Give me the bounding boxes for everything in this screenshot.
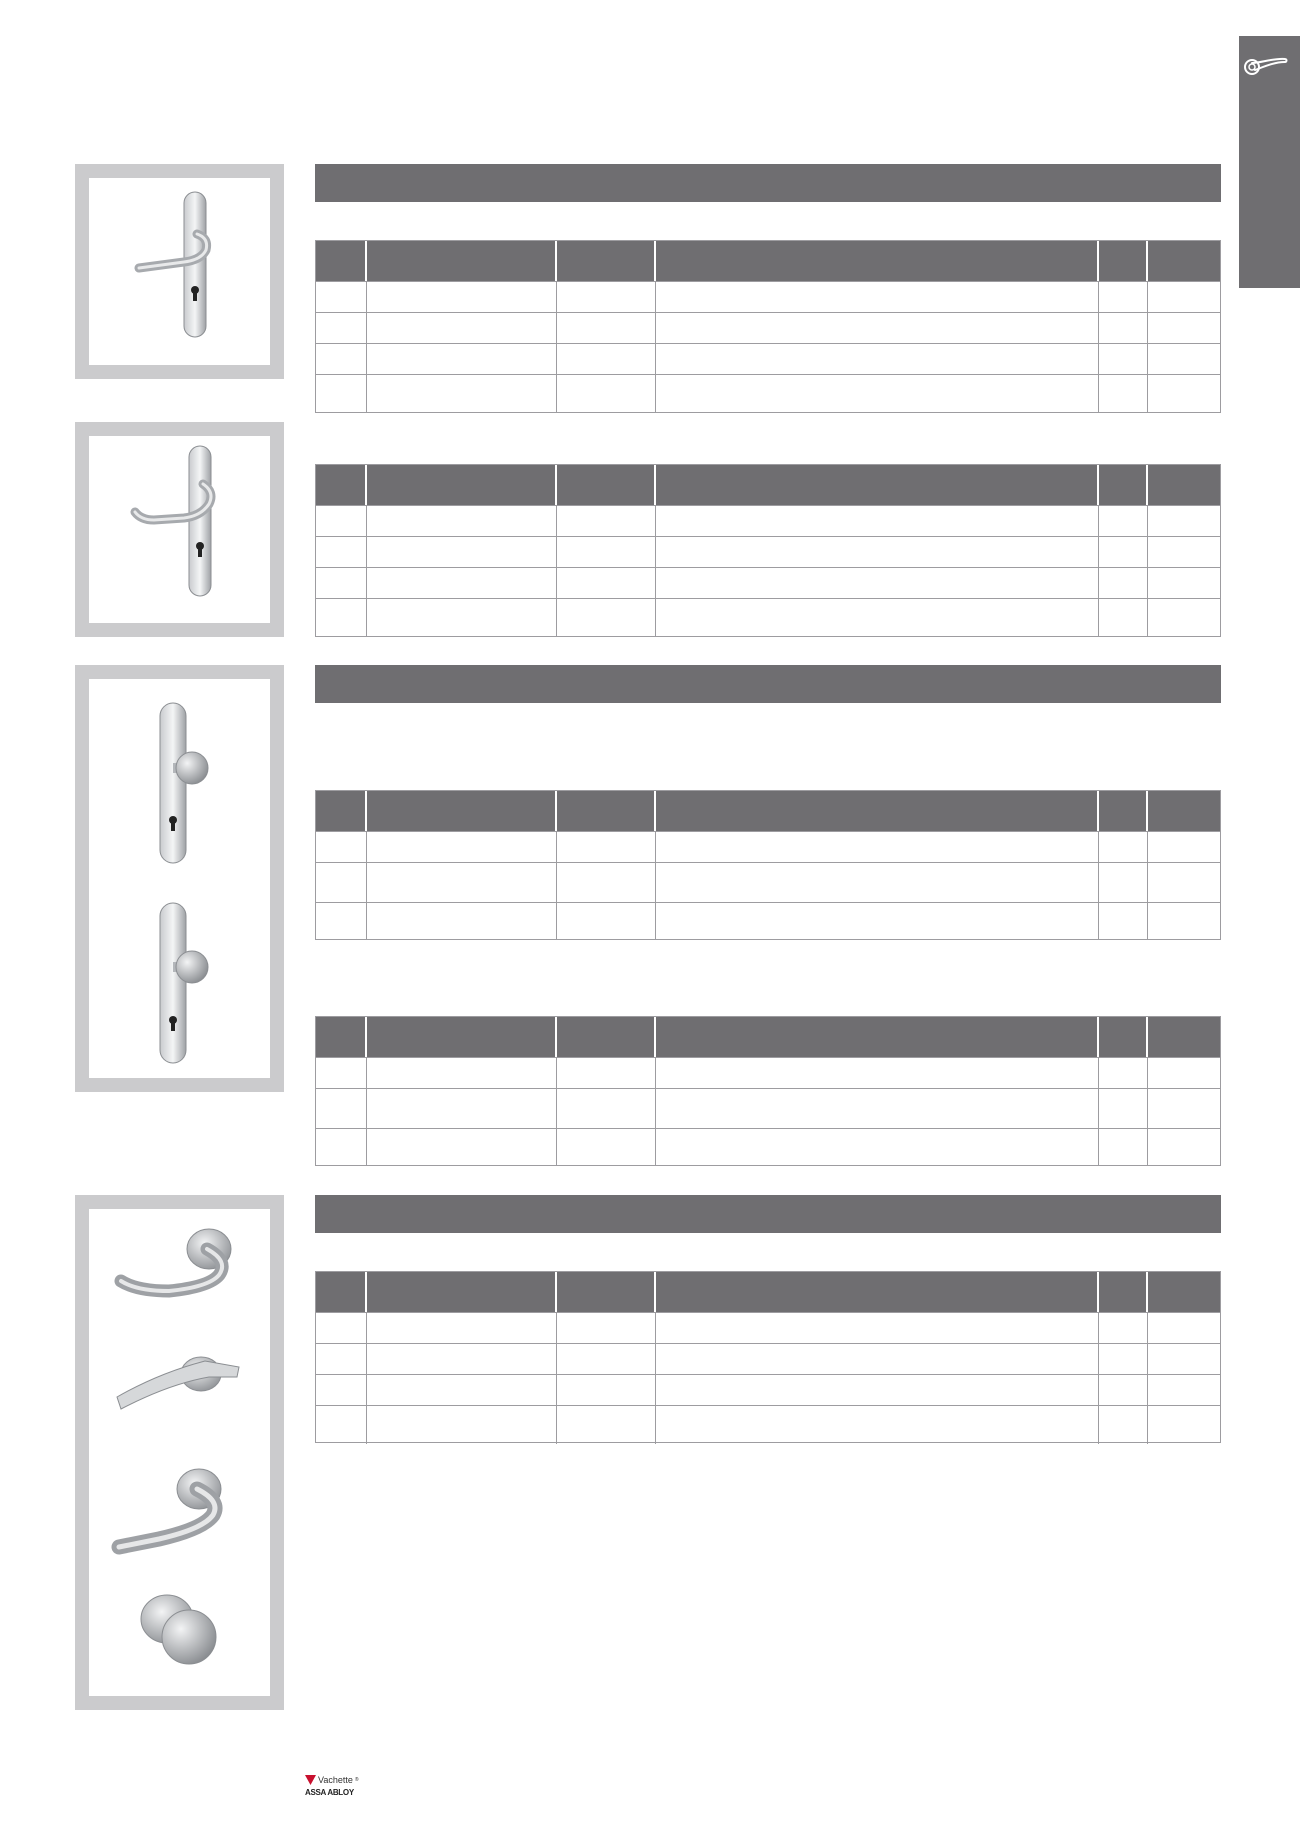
table-row	[316, 536, 1220, 567]
table-row	[316, 505, 1220, 536]
section-header-bar-2	[315, 665, 1221, 703]
table-row	[316, 343, 1220, 374]
product-image-plate-lever-straight	[75, 164, 284, 379]
table-row	[316, 1374, 1220, 1405]
door-handle-icon	[1243, 54, 1289, 80]
section-header-bar-3	[315, 1195, 1221, 1233]
group-name: ASSA ABLOY	[305, 1788, 354, 1797]
table-header	[316, 791, 1220, 831]
product-table-2	[315, 464, 1221, 637]
section-tab[interactable]	[1239, 36, 1300, 288]
product-image-plate-knob-pair	[75, 665, 284, 1092]
table-row	[316, 902, 1220, 940]
table-row	[316, 862, 1220, 902]
table-header	[316, 241, 1220, 281]
table-row	[316, 567, 1220, 598]
trademark-mark: ®	[354, 1777, 359, 1783]
plate-knob-pair-illustration	[89, 679, 270, 1078]
table-row	[316, 831, 1220, 862]
plate-lever-straight-illustration	[89, 178, 270, 365]
plate-lever-curved-illustration	[89, 436, 270, 623]
product-table-3	[315, 790, 1221, 940]
product-image-rose-handles-and-knob	[75, 1195, 284, 1710]
brand-name: Vachette	[318, 1775, 353, 1785]
product-image-plate-lever-curved	[75, 422, 284, 637]
product-table-5	[315, 1271, 1221, 1443]
table-row	[316, 1343, 1220, 1374]
table-row	[316, 1128, 1220, 1166]
product-table-1	[315, 240, 1221, 413]
table-header	[316, 465, 1220, 505]
table-row	[316, 1057, 1220, 1088]
table-header	[316, 1017, 1220, 1057]
table-row	[316, 281, 1220, 312]
product-table-4	[315, 1016, 1221, 1166]
table-row	[316, 1088, 1220, 1128]
section-header-bar-1	[315, 164, 1221, 202]
table-row	[316, 374, 1220, 413]
table-row	[316, 1405, 1220, 1444]
rose-handles-and-knob-illustration	[89, 1209, 270, 1696]
brand-logo	[305, 1775, 359, 1797]
table-header	[316, 1272, 1220, 1312]
vachette-v-icon	[305, 1775, 316, 1785]
table-row	[316, 312, 1220, 343]
table-row	[316, 598, 1220, 637]
table-row	[316, 1312, 1220, 1343]
